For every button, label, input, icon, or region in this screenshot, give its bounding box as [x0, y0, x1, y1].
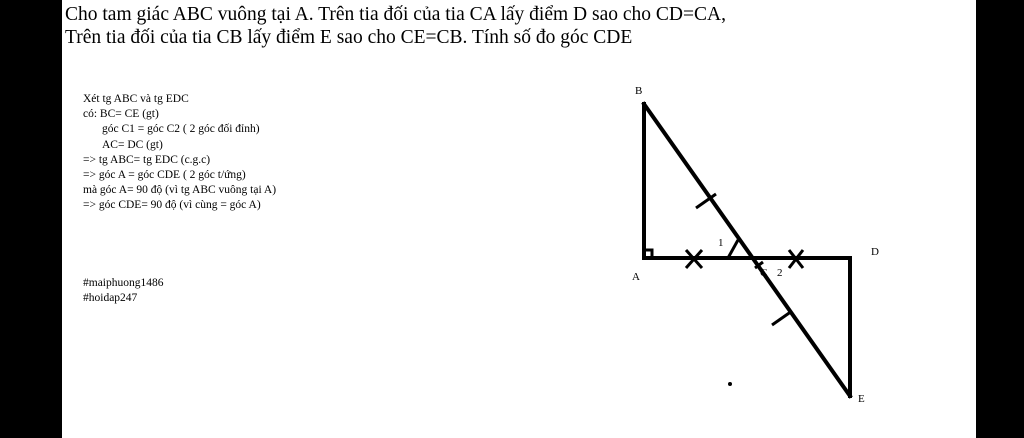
problem-line-1: Cho tam giác ABC vuông tại A. Trên tia đối của tia CA lấy điểm D sao cho CD=CA, [65, 4, 726, 25]
label-c: C [760, 267, 768, 279]
geometry-figure [62, 0, 976, 438]
hashtag: #hoidap247 [83, 292, 138, 305]
solution-line: mà góc A= 90 độ (vì tg ABC vuông tại A) [83, 184, 277, 197]
angle-c1-marker [728, 240, 738, 258]
solution-line: AC= DC (gt) [102, 138, 163, 151]
label-angle-1: 1 [718, 237, 724, 249]
solution-line: có: BC= CE (gt) [83, 108, 159, 121]
stray-dot [728, 382, 732, 386]
label-e: E [858, 393, 865, 405]
document-page [62, 0, 976, 438]
solution-line: => tg ABC= tg EDC (c.g.c) [83, 153, 211, 166]
label-d: D [871, 246, 879, 258]
label-angle-2: 2 [777, 267, 783, 279]
solution-line: => góc A = góc CDE ( 2 góc t/ứng) [83, 169, 246, 182]
solution-line: Xét tg ABC và tg EDC [83, 93, 189, 105]
solution-line: góc C1 = góc C2 ( 2 góc đối đỉnh) [102, 123, 260, 136]
label-b: B [635, 85, 643, 97]
label-a: A [632, 271, 640, 283]
hashtag: #maiphuong1486 [83, 277, 164, 289]
tick-ce [772, 311, 792, 325]
segment-be [644, 104, 850, 396]
solution-line: => góc CDE= 90 độ (vì cùng = góc A) [83, 199, 261, 212]
problem-line-2: Trên tia đối của tia CB lấy điểm E sao cho CE=CB. Tính số đo góc CDE [65, 27, 633, 48]
